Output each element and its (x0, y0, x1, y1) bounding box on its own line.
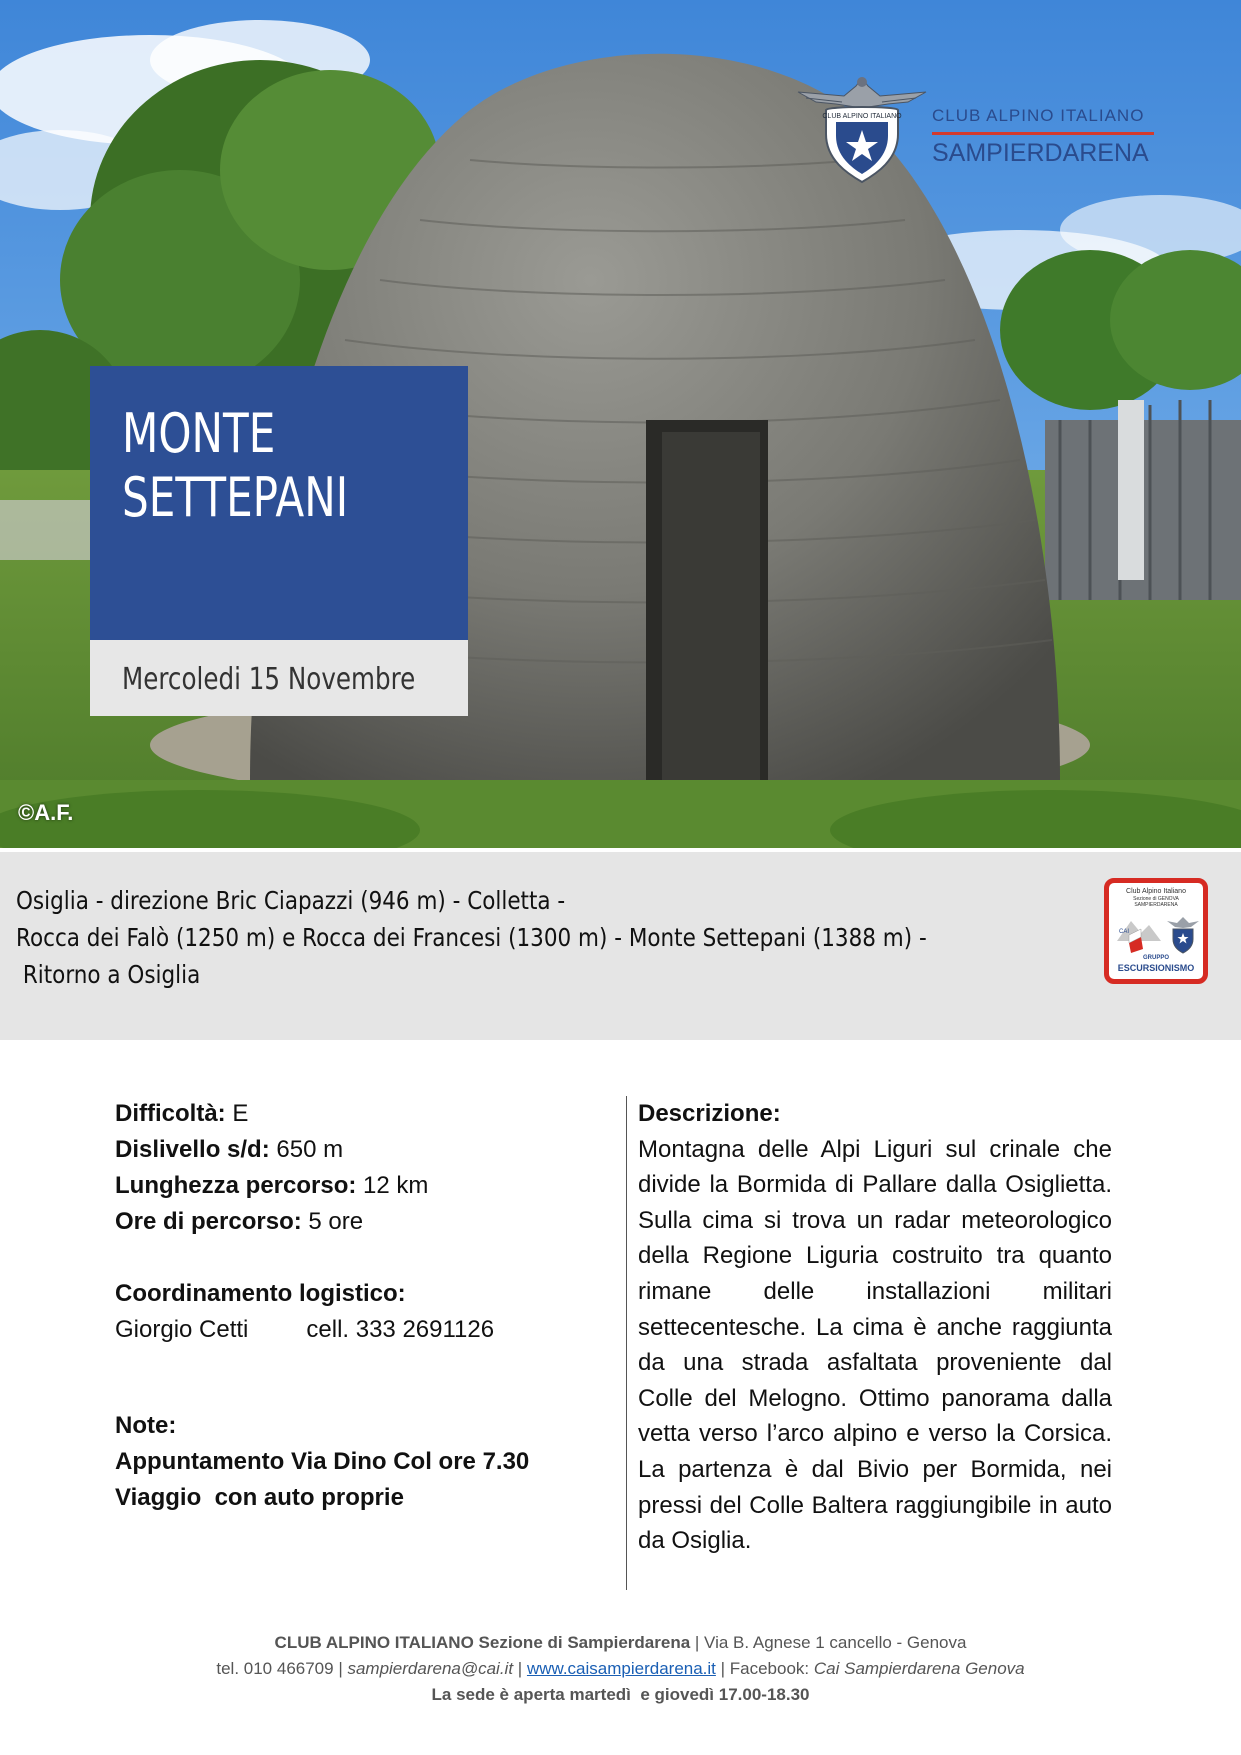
route-description (16, 882, 927, 993)
logo-divider (932, 132, 1154, 135)
footer-hours-line (0, 1682, 1241, 1708)
duration-row (115, 1204, 605, 1240)
gruppo-escursionismo-badge (1104, 878, 1208, 984)
badge-sampierdarena-text: SAMPIERDARENA (1134, 902, 1178, 908)
column-divider (626, 1096, 627, 1590)
photo-credit: ©A.F. (18, 800, 74, 825)
badge-gruppo-text: GRUPPO (1142, 955, 1169, 961)
footer-hours: La sede è aperta martedì e giovedì 17.00-18.30 (431, 1685, 810, 1704)
duration-value: 5 ore (301, 1208, 364, 1235)
title-line-1: MONTE (122, 402, 276, 465)
footer-contacts-line: tel. 010 466709 | sampierdarena@cai.it | www.caisampierdarena.it | Facebook: Cai Sampierdarena Genova (216, 1659, 1025, 1678)
hero-photo-section (0, 0, 1241, 848)
footer (0, 1630, 1241, 1708)
difficulty-row (115, 1096, 605, 1132)
length-row (115, 1168, 605, 1204)
footer-website-link[interactable]: www.caisampierdarena.it (526, 1659, 716, 1678)
length-value: 12 km (356, 1172, 429, 1199)
description-body: Montagna delle Alpi Liguri sul crinale che divide la Bormida di Pallare dalla Osiglietta. Sulla cima si trova un radar meteorologico della Regione Liguria costruito tra quanto rimane delle installazioni militari settecentesche. La cima è anche raggiunta da una strada asfaltata proveniente dal Colle del Melogno. Ottimo panorama dalla vetta verso l’arco alpino e verso la Corsica. La partenza è dal Bivio per Bormida, nei pressi del Colle Baltera raggiungibile in auto da Osiglia. (638, 1135, 1112, 1555)
badge-cai-text: CAI (1119, 929, 1130, 935)
route-line-1: Osiglia - direzione Bric Ciapazzi (946 m) - Colletta - (16, 886, 566, 915)
badge-escursionismo-text: ESCURSIONISMO (1117, 963, 1195, 973)
duration-label: Ore di percorso: (115, 1208, 302, 1235)
coordination-heading: Coordinamento logistico: (115, 1280, 406, 1307)
elevation-label: Dislivello s/d: (115, 1136, 270, 1163)
title-line-2: SETTEPANI (122, 466, 349, 529)
elevation-value: 650 m (269, 1136, 344, 1163)
eagle-shield-emblem-icon (796, 74, 928, 186)
footer-facebook[interactable]: Cai Sampierdarena Genova (813, 1659, 1025, 1678)
difficulty-value: E (225, 1100, 249, 1127)
meeting-point-note: Appuntamento Via Dino Col ore 7.30 (115, 1448, 530, 1475)
cai-sampierdarena-logo (796, 74, 1156, 194)
emblem-text: CLUB ALPINO ITALIANO (822, 113, 902, 120)
coordinator-row (115, 1312, 605, 1348)
badge-section-text: Sezione di GENOVA (1133, 896, 1179, 902)
notes-heading: Note: (115, 1412, 177, 1439)
event-date: Mercoledi 15 Novembre (122, 662, 416, 697)
route-line-2: Rocca dei Falò (1250 m) e Rocca dei Francesi (1300 m) - Monte Settepani (1388 m) - (16, 923, 927, 952)
coordinator-name: Giorgio Cetti (115, 1316, 249, 1343)
transport-note: Viaggio con auto proprie (115, 1484, 404, 1511)
route-line-3: Ritorno a Osiglia (16, 960, 201, 989)
elevation-row (115, 1132, 605, 1168)
event-title (122, 402, 348, 530)
footer-email[interactable]: sampierdarena@cai.it (347, 1659, 514, 1678)
footer-address-line (0, 1630, 1241, 1656)
date-box (90, 640, 468, 716)
title-box (90, 366, 468, 640)
difficulty-label: Difficoltà: (115, 1100, 226, 1127)
description-heading: Descrizione: (638, 1100, 781, 1127)
coordinator-phone: cell. 333 2691126 (306, 1316, 495, 1343)
footer-org: CLUB ALPINO ITALIANO Sezione di Sampierdarena (274, 1633, 691, 1652)
footer-tel: tel. 010 466709 | (216, 1659, 348, 1678)
hike-details (115, 1096, 605, 1516)
mountain-trail-icon (1115, 911, 1201, 955)
badge-club-text: Club Alpino Italiano (1126, 888, 1186, 895)
description-section (638, 1096, 1112, 1559)
route-band (0, 852, 1241, 1040)
logo-line-section: SAMPIERDARENA (932, 139, 1149, 167)
length-label: Lunghezza percorso: (115, 1172, 357, 1199)
logo-line-club: CLUB ALPINO ITALIANO (932, 106, 1145, 125)
footer-address: | Via B. Agnese 1 cancello - Genova (690, 1633, 967, 1652)
